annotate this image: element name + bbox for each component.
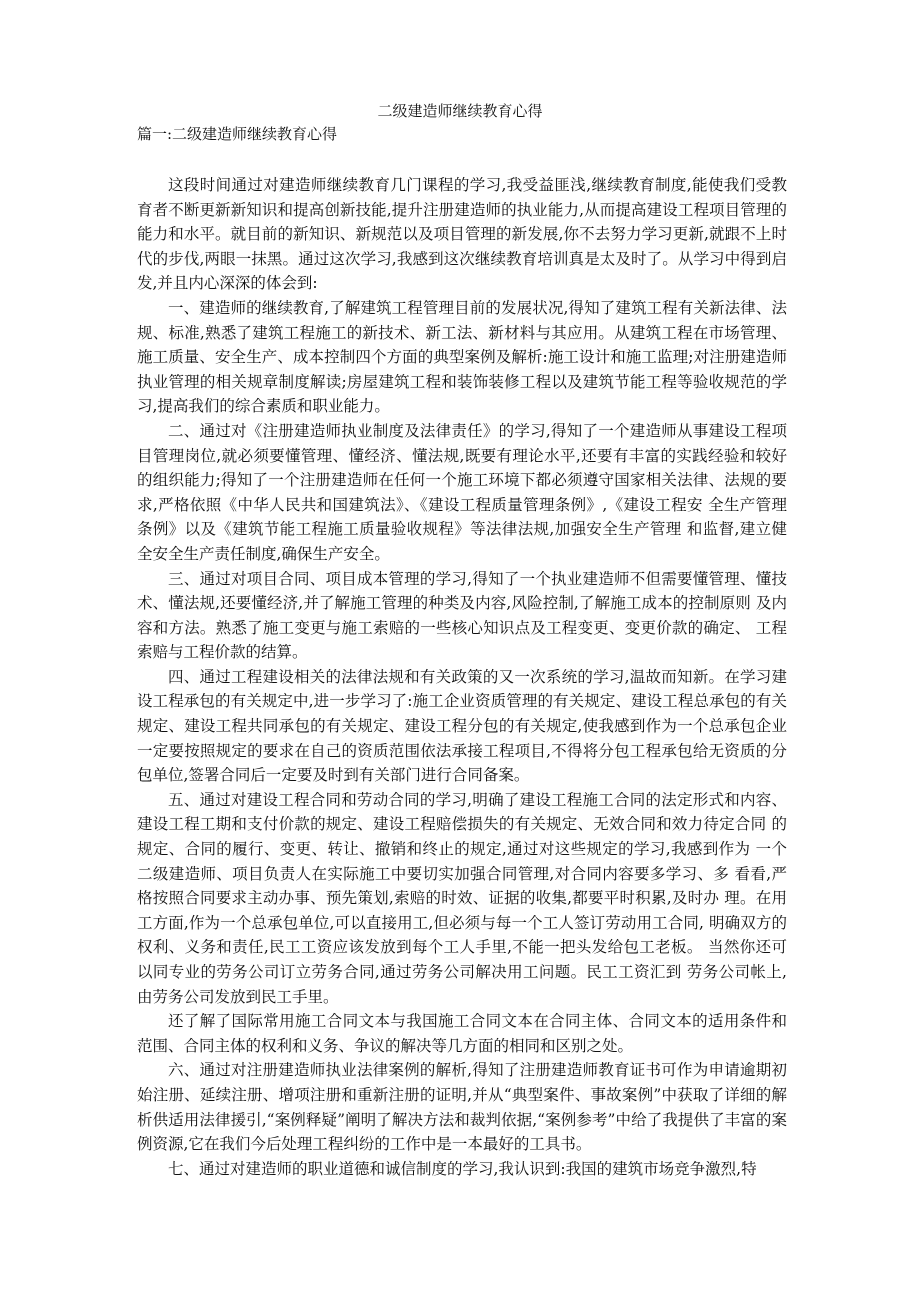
paragraph-3: 三、通过对项目合同、项目成本管理的学习,得知了一个执业建造师不但需要懂管理、懂技术、懂法规,还要懂经济,并了解施工管理的种类及内容,风险控制,了解施工成本的控制原则 及内容和方法。熟悉了施工变更与施工索赔的一些核心知识点及工程变更、变更价款的确定、 工程索赔与工程价款的结算。 [137,569,787,662]
document-body [137,173,787,1181]
paragraph-1: 一、建造师的继续教育,了解建筑工程管理目前的发展状况,得知了建筑工程有关新法律、法规、标准,熟悉了建筑工程施工的新技术、新工法、新材料与其应用。从建筑工程在市场管理、施工质量、安全生产、成本控制四个方面的典型案例及解析:施工设计和施工监理;对注册建造师执业管理的相关规章制度解读;房屋建筑工程和装饰装修工程以及建筑节能工程等验收规范的学习,提高我们的综合素质和职业能力。 [137,298,787,416]
paragraph-6: 六、通过对注册建造师执业法律案例的解析,得知了注册建造师教育证书可作为申请逾期初始注册、延续注册、增项注册和重新注册的证明,并从“典型案件、事故案例”中获取了详细的解析供适用法律援引,“案例释疑”阐明了解决方法和裁判依据,“案例参考”中给了我提供了丰富的案例资源,它在我们今后处理工程纠纷的工作中是一本最好的工具书。 [137,1061,787,1154]
paragraph-2: 二、通过对《注册建造师执业制度及法律责任》的学习,得知了一个建造师从事建设工程项目管理岗位,就必须要懂管理、懂经济、懂法规,既要有理论水平,还要有丰富的实践经验和较好的组织能力;得知了一个注册建造师在任何一个施工环境下都必须遵守国家相关法律、法规的要求,严格依照《中华人民共和国建筑法》、《建设工程质量管理条例》,《建设工程安 全生产管理条例》以及《建筑节能工程施工质量验收规程》等法律法规,加强安全生产管理 和监督,建立健全安全生产责任制度,确保生产安全。 [137,421,787,563]
document-subtitle: 篇一:二级建造师继续教育心得 [137,125,338,143]
paragraph-7: 七、通过对建造师的职业道德和诚信制度的学习,我认识到:我国的建筑市场竞争激烈,特 [168,1159,757,1178]
paragraph-5-supplement: 还了解了国际常用施工合同文本与我国施工合同文本在合同主体、合同文本的适用条件和范围、合同主体的权利和义务、争议的解决等几方面的相同和区别之处。 [137,1012,787,1055]
document-title: 二级建造师继续教育心得 [377,102,543,120]
paragraph-5: 五、通过对建设工程合同和劳动合同的学习,明确了建设工程施工合同的法定形式和内容、 建设工程工期和支付价款的规定、建设工程赔偿损失的有关规定、无效合同和效力待定合同 的规定、合同的履行、变更、转让、撤销和终止的规定,通过对这些规定的学习,我感到作为 一个二级建造师、项目负责人在实际施工中要切实加强合同管理,对合同内容要多学习、多 看看,严格按照合同要求主动办事、预先策划,索赔的时效、证据的收集,都要平时积累,及时办 理。在用工方面,作为一个总承包单位,可以直接用工,但必须与每一个工人签订劳动用工合同, 明确双方的权利、义务和责任,民工工资应该发放到每个工人手里,不能一把头发给包工老板。 当然你还可以同专业的劳务公司订立劳务合同,通过劳务公司解决用工问题。民工工资汇到 劳务公司帐上,由劳务公司发放到民工手里。 [137,790,787,1006]
paragraph-intro: 这段时间通过对建造师继续教育几门课程的学习,我受益匪浅,继续教育制度,能使我们受教育者不断更新新知识和提高创新技能,提升注册建造师的执业能力,从而提高建设工程项目管理的能力和水平。就目前的新知识、新规范以及项目管理的新发展,你不去努力学习更新,就跟不上时代的步伐,两眼一抹黑。通过这次学习,我感到这次继续教育培训真是太及时了。从学习中得到启发,并且内心深深的体会到: [137,176,787,293]
paragraph-4: 四、通过工程建设相关的法律法规和有关政策的又一次系统的学习,温故而知新。在学习建设工程承包的有关规定中,进一步学习了:施工企业资质管理的有关规定、建设工程总承包的有关规定、建设工程共同承包的有关规定、建设工程分包的有关规定,使我感到作为一个总承包企业一定要按照规定的要求在自己的资质范围依法承接工程项目,不得将分包工程承包给无资质的分包单位,签署合同后一定要及时到有关部门进行合同备案。 [137,667,787,785]
